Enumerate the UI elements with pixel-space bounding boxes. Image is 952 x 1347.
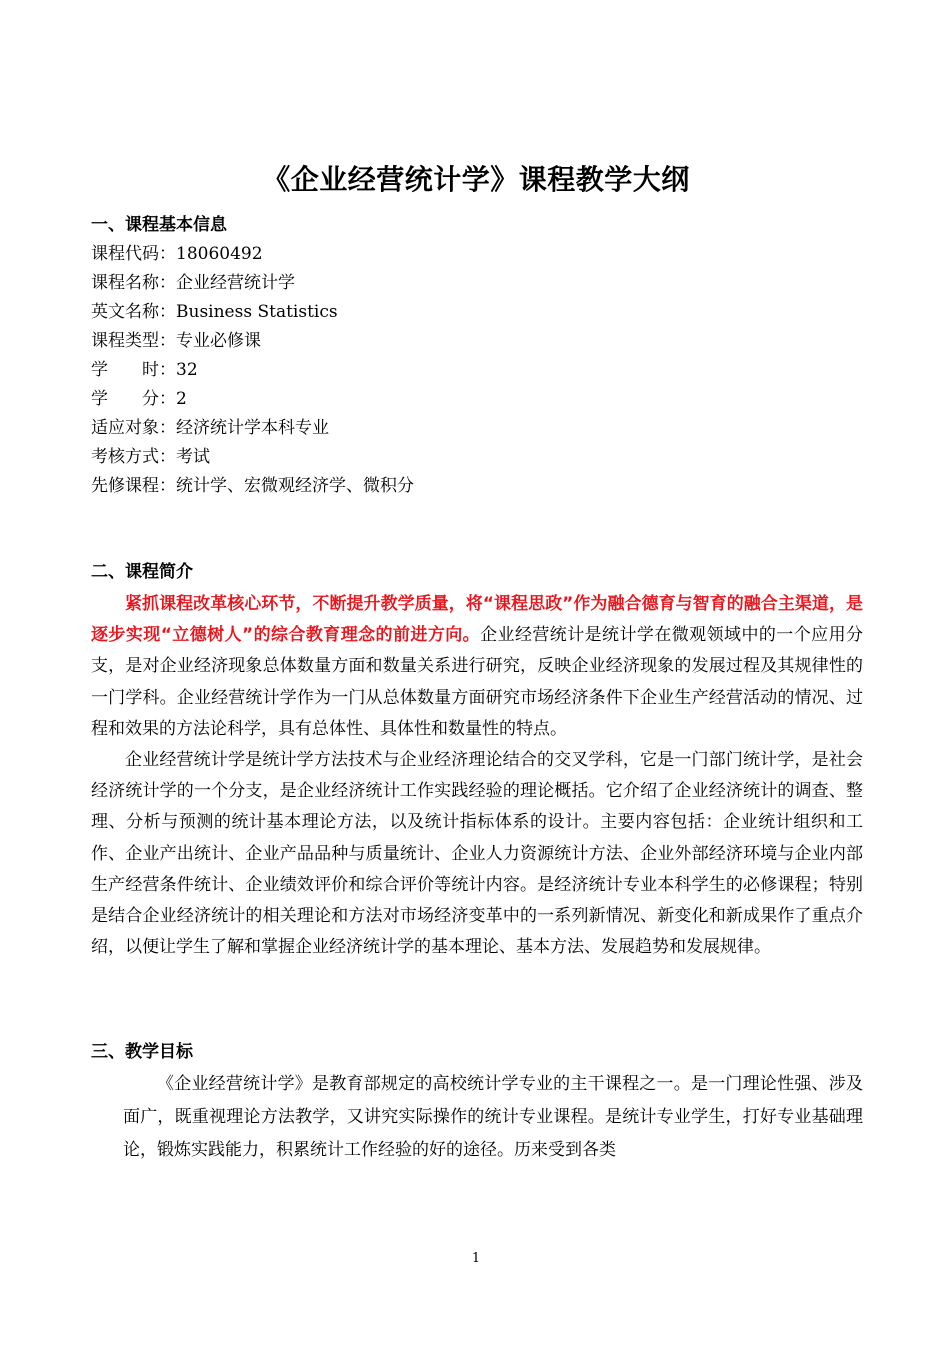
objectives-paragraph-1: 《企业经营统计学》是教育部规定的高校统计学专业的主干课程之一。是一门理论性强、涉及面广，既重视理论方法教学，又讲究实际操作的统计专业课程。是统计专业学生，打好专业基础理论，锻炼实践能力，积累统计工作经验的好的途径。历来受到各类 <box>123 1074 863 1160</box>
info-prerequisites: 先修课程：统计学、宏微观经济学、微积分 <box>91 476 414 496</box>
page-number: 1 <box>471 1251 481 1266</box>
info-hours: 学 时：32 <box>91 360 198 380</box>
introduction-paragraph-1 <box>91 589 863 745</box>
info-english-name: 英文名称：Business Statistics <box>91 302 338 322</box>
introduction-paragraph-2: 企业经营统计学是统计学方法技术与企业经济理论结合的交叉学科，它是一门部门统计学，是社会经济统计学的一个分支，是企业经济统计工作实践经验的理论概括。它介绍了企业经济统计的调查、整理、分析与预测的统计基本理论方法，以及统计指标体系的设计。主要内容包括：企业统计组织和工作、企业产出统计、企业产品品种与质量统计、企业人力资源统计方法、企业外部经济环境与企业内部生产经营条件统计、企业绩效评价和综合评价等统计内容。是经济统计专业本科学生的必修课程；特别是结合企业经济统计的相关理论和方法对市场经济变革中的一系列新情况、新变化和新成果作了重点介绍，以便让学生了解和掌握企业经济统计学的基本理论、基本方法、发展趋势和发展规律。 <box>91 750 863 958</box>
info-course-type: 课程类型：专业必修课 <box>91 331 261 351</box>
objectives-body <box>123 1068 863 1167</box>
info-credits: 学 分：2 <box>91 389 187 409</box>
document-title: 《企业经营统计学》课程教学大纲 <box>262 163 690 196</box>
section-heading-basic-info: 一、课程基本信息 <box>91 215 227 235</box>
introduction-paragraph-1-text: 企业经营统计是统计学在微观领域中的一个应用分支，是对企业经济现象总体数量方面和数量关系进行研究，反映企业经济现象的发展过程及其规律性的一门学科。企业经营统计学作为一门从总体数量方面研究市场经济条件下企业生产经营活动的情况、过程和效果的方法论科学，具有总体性、具体性和数量性的特点。 <box>91 625 863 739</box>
info-course-name: 课程名称：企业经营统计学 <box>91 273 295 293</box>
introduction-body <box>91 589 863 963</box>
info-target-students: 适应对象：经济统计学本科专业 <box>91 418 329 438</box>
info-assessment: 考核方式：考试 <box>91 447 210 467</box>
info-course-code: 课程代码：18060492 <box>91 244 263 264</box>
section-heading-objectives: 三、教学目标 <box>91 1042 193 1062</box>
course-info-list <box>91 240 871 501</box>
ideological-emphasis-text: 紧抓课程改革核心环节，不断提升教学质量，将“课程思政”作为融合德育与智育的融合主渠道，是逐步实现“立德树人”的综合教育理念的前进方向。 <box>91 594 863 646</box>
section-heading-introduction: 二、课程简介 <box>91 562 193 582</box>
